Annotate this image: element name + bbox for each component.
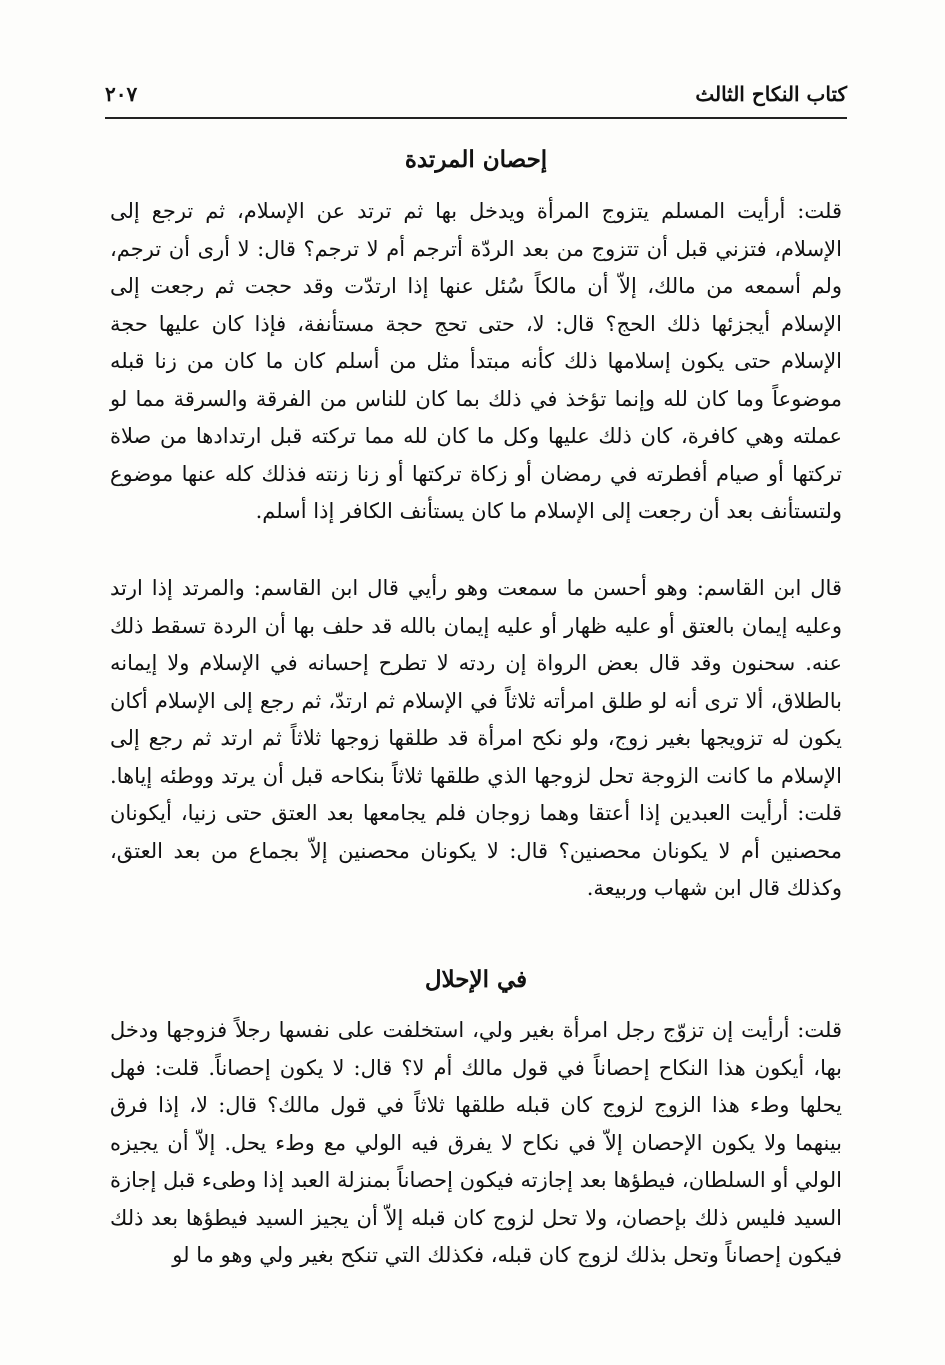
paragraph-text: قلت: أرأيت المسلم يتزوج المرأة ويدخل بها ثم ترتد عن الإسلام، ثم ترجع إلى الإسلام، فتزني قبل أن تتزوج من بعد الردّة أترجم أم لا ترجم؟ قال: لا أرى أن ترجم، ولم أسمعه من مالك، إلاّ أن مالكاً سُئل عنها إذا ارتدّت وقد حجت ثم رجعت إلى الإسلام أيجزئها ذلك الحج؟ قال: لا، حتى تحج حجة مستأنفة، فإذا كان عليها حجة الإسلام حتى يكون إسلامها ذلك كأنه مبتدأ مثل من أسلم كان ما كان من زنا قبله موضوعاً وما كان لله وإنما تؤخذ في ذلك بما كان للناس من الفرقة والسرقة مما لو عملته وهي كافرة، كان ذلك عليها وكل ما كان لله مما تركته قبل ارتدادها من صلاة تركتها أو صيام أفطرته في رمضان أو زكاة تركتها أو زنا زنته فذلك كله عنها موضوع ولتستأنف بعد أن رجعت إلى الإسلام ما كان يستأنف الكافر إذا أسلم. bbox=[110, 199, 842, 523]
header-rule bbox=[105, 117, 847, 119]
paragraph-3 bbox=[110, 1012, 842, 1275]
page-number: ٢٠٧ bbox=[105, 82, 138, 106]
section-title-tahlil: في الإحلال bbox=[424, 966, 528, 993]
paragraph-2 bbox=[110, 570, 842, 908]
page-header bbox=[105, 82, 847, 116]
paragraph-text: قال ابن القاسم: وهو أحسن ما سمعت وهو رأيي قال ابن القاسم: والمرتد إذا ارتد وعليه إيمان بالعتق أو عليه ظهار أو عليه إيمان بالله قد حلف بها أن الردة تسقط ذلك عنه. سحنون وقد قال بعض الرواة إن ردته لا تطرح إحسانه في الإسلام ولا إيمانه بالطلاق، ألا ترى أنه لو طلق امرأته ثلاثاً في الإسلام ثم ارتدّ، ثم رجع إلى الإسلام أكان يكون له تزويجها بغير زوج، ولو نكح امرأة قد طلقها زوجها ثلاثاً ثم ارتد ثم رجع إلى الإسلام ما كانت الزوجة تحل لزوجها الذي طلقها ثلاثاً بنكاحه قبل أن يرتد ووطئه إياها. قلت: أرأيت العبدين إذا أعتقا وهما زوجان فلم يجامعها بعد العتق حتى زنيا، أيكونان محصنين أم لا يكونان محصنين؟ قال: لا يكونان محصنين إلاّ بجماع من بعد العتق، وكذلك قال ابن شهاب وربيعة. bbox=[110, 576, 842, 900]
section-title-apostate-woman: إحصان المرتدة bbox=[404, 146, 548, 173]
paragraph-text: قلت: أرأيت إن تزوّج رجل امرأة بغير ولي، استخلفت على نفسها رجلاً فزوجها ودخل بها، أيكون هذا النكاح إحصاناً في قول مالك أم لا؟ قال: لا يكون إحصاناً. قلت: فهل يحلها وطء هذا الزوج لزوج كان قبله طلقها ثلاثاً في قول مالك؟ قال: لا، إذا فرق بينهما ولا يكون الإحصان إلاّ في نكاح لا يفرق فيه الولي مع وطء يحل. إلاّ أن يجيزه الولي أو السلطان، فيطؤها بعد إجازته فيكون إحصاناً بمنزلة العبد إذا وطىء قبل إجازة السيد فليس ذلك بإحصان، ولا تحل لزوج كان قبله إلاّ أن يجيز السيد فيطؤها بعد ذلك فيكون إحصاناً وتحل بذلك لزوج كان قبله، فكذلك التي تنكح بغير ولي وهو ما لو bbox=[110, 1018, 842, 1267]
running-title: كتاب النكاح الثالث bbox=[695, 82, 847, 106]
paragraph-1 bbox=[110, 193, 842, 531]
